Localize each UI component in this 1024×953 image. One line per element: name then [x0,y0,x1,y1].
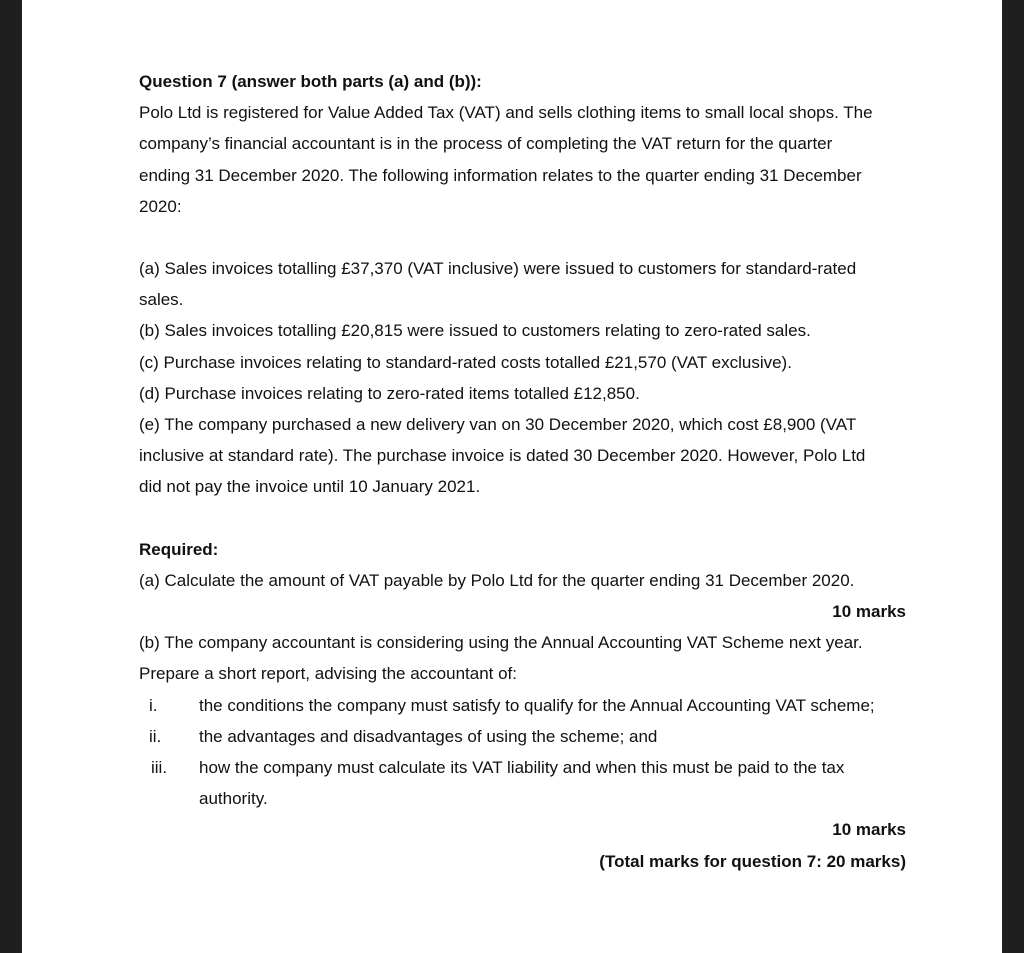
part-a-marks: 10 marks [832,602,906,622]
info-item-d: (d) Purchase invoices relating to zero-rated items totalled £12,850. [139,383,640,403]
part-b-marks: 10 marks [832,820,906,840]
sub-item-text: the conditions the company must satisfy to qualify for the Annual Accounting VAT scheme; [199,695,875,715]
spacer [139,503,885,534]
sub-item-list [139,690,885,815]
info-item-b: (b) Sales invoices totalling £20,815 were issued to customers relating to zero-rated sales. [139,321,811,341]
spacer [139,222,885,253]
sub-item-iii [139,752,885,814]
sub-item-text: how the company must calculate its VAT liability and when this must be paid to the tax authority. [199,758,845,809]
sub-item-i [139,690,885,721]
info-item-e: (e) The company purchased a new delivery van on 30 December 2020, which cost £8,900 (VAT inclusive at standard rate). The purchase invoice is dated 30 December 2020. However, Polo Ltd did not pay the invoice until 10 January 2021. [139,415,866,497]
sub-item-text: the advantages and disadvantages of using the scheme; and [199,726,658,746]
required-heading: Required: [139,539,219,559]
question-content [139,66,906,877]
question-intro: Polo Ltd is registered for Value Added Tax (VAT) and sells clothing items to small local shops. The company’s financial accountant is in the process of completing the VAT return for the quarter ending 31 December 2020. The following information relates to the quarter ending 31 December 2020: [139,103,873,216]
sub-item-ii [139,721,885,752]
question-title: Question 7 (answer both parts (a) and (b)): [139,72,482,91]
info-item-c: (c) Purchase invoices relating to standard-rated costs totalled £21,570 (VAT exclusive). [139,352,792,372]
info-item-a: (a) Sales invoices totalling £37,370 (VAT inclusive) were issued to customers for standard-rated sales. [139,259,857,310]
sub-item-number: i. [149,695,158,715]
required-part-b: (b) The company accountant is considering using the Annual Accounting VAT Scheme next year. Prepare a short report, advising the accountant of: [139,633,863,684]
document-page [22,0,1002,953]
sub-item-number: iii. [151,758,168,778]
sub-item-number: ii. [149,726,162,746]
required-part-a: (a) Calculate the amount of VAT payable by Polo Ltd for the quarter ending 31 December 2020. [139,570,855,590]
total-marks: (Total marks for question 7: 20 marks) [599,851,906,871]
